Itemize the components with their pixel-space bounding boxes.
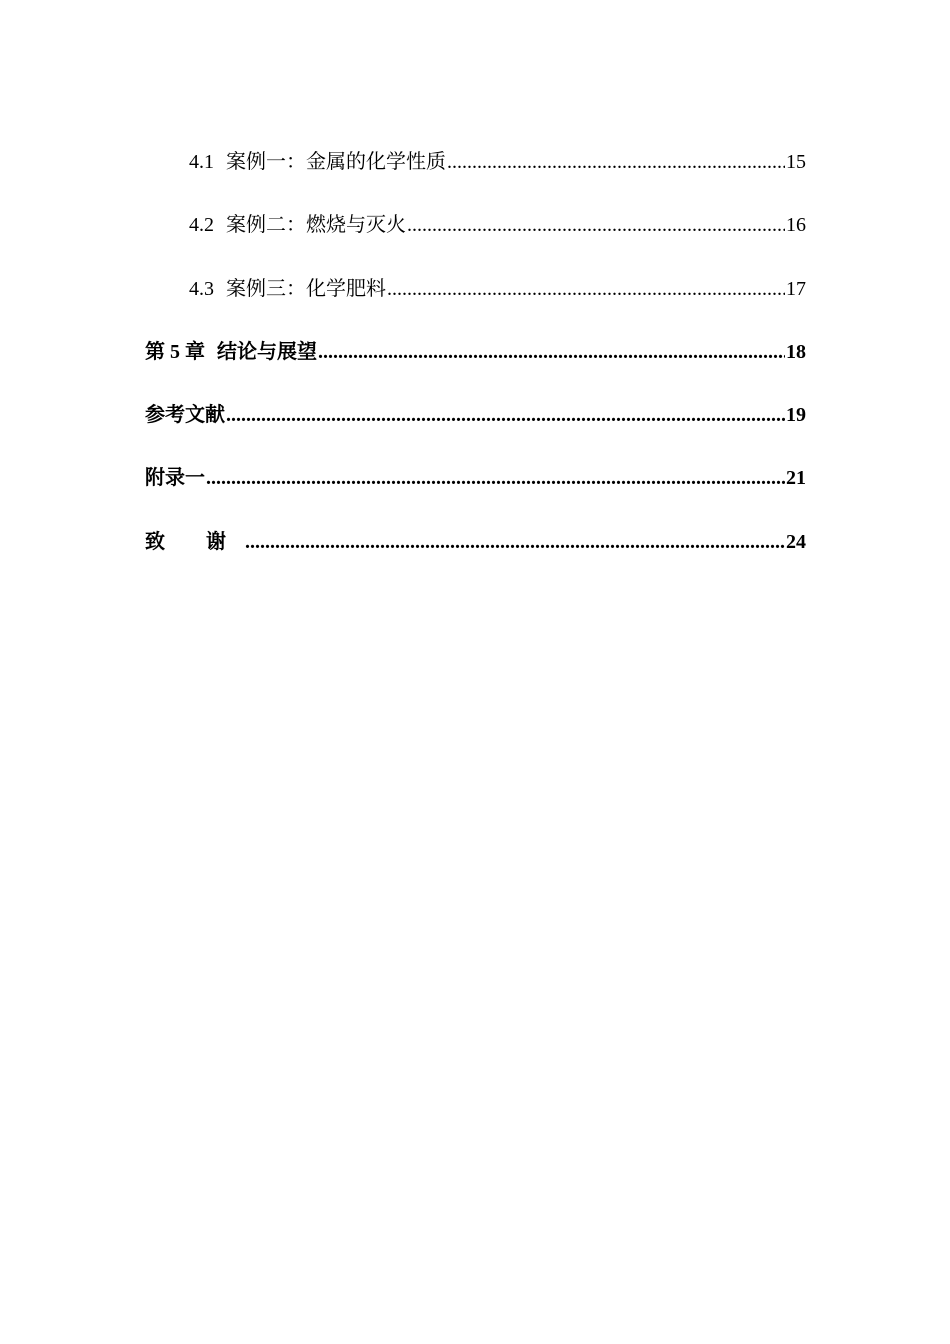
toc-entry-4-2[interactable] bbox=[145, 208, 806, 271]
table-of-contents bbox=[145, 145, 806, 588]
toc-entry-4-3[interactable] bbox=[145, 272, 806, 335]
toc-entry-title: 案例三：化学肥料 bbox=[226, 277, 386, 300]
dot-leader bbox=[206, 461, 785, 495]
toc-entry-page: 19 bbox=[786, 404, 806, 427]
dot-leader bbox=[407, 208, 785, 242]
toc-entry-title: 致 谢 bbox=[145, 530, 244, 553]
toc-entry-title: 结论与展望 bbox=[217, 340, 317, 363]
toc-entry-number: 4.1 bbox=[189, 151, 214, 173]
dot-leader bbox=[318, 335, 785, 369]
toc-entry-chapter-5[interactable] bbox=[145, 335, 806, 398]
toc-entry-title: 案例一：金属的化学性质 bbox=[226, 151, 446, 173]
toc-entry-references[interactable] bbox=[145, 398, 806, 461]
toc-entry-number: 第 5 章 bbox=[145, 340, 205, 363]
dot-leader bbox=[226, 398, 785, 432]
toc-entry-title: 附录一 bbox=[145, 467, 205, 490]
toc-entry-4-1[interactable] bbox=[145, 145, 806, 208]
toc-entry-number: 4.3 bbox=[189, 277, 214, 300]
dot-leader bbox=[245, 525, 785, 559]
toc-entry-page: 15 bbox=[786, 151, 806, 173]
toc-entry-page: 24 bbox=[786, 530, 806, 553]
toc-entry-page: 16 bbox=[786, 214, 806, 237]
toc-entry-page: 17 bbox=[786, 277, 806, 300]
toc-entry-acknowledgements[interactable] bbox=[145, 525, 806, 588]
toc-entry-number: 4.2 bbox=[189, 214, 214, 237]
dot-leader bbox=[447, 145, 785, 179]
toc-entry-appendix-1[interactable] bbox=[145, 461, 806, 524]
toc-entry-page: 18 bbox=[786, 340, 806, 363]
toc-entry-title: 参考文献 bbox=[145, 404, 225, 427]
dot-leader bbox=[387, 272, 785, 306]
toc-entry-page: 21 bbox=[786, 467, 806, 490]
toc-entry-title: 案例二：燃烧与灭火 bbox=[226, 214, 406, 237]
